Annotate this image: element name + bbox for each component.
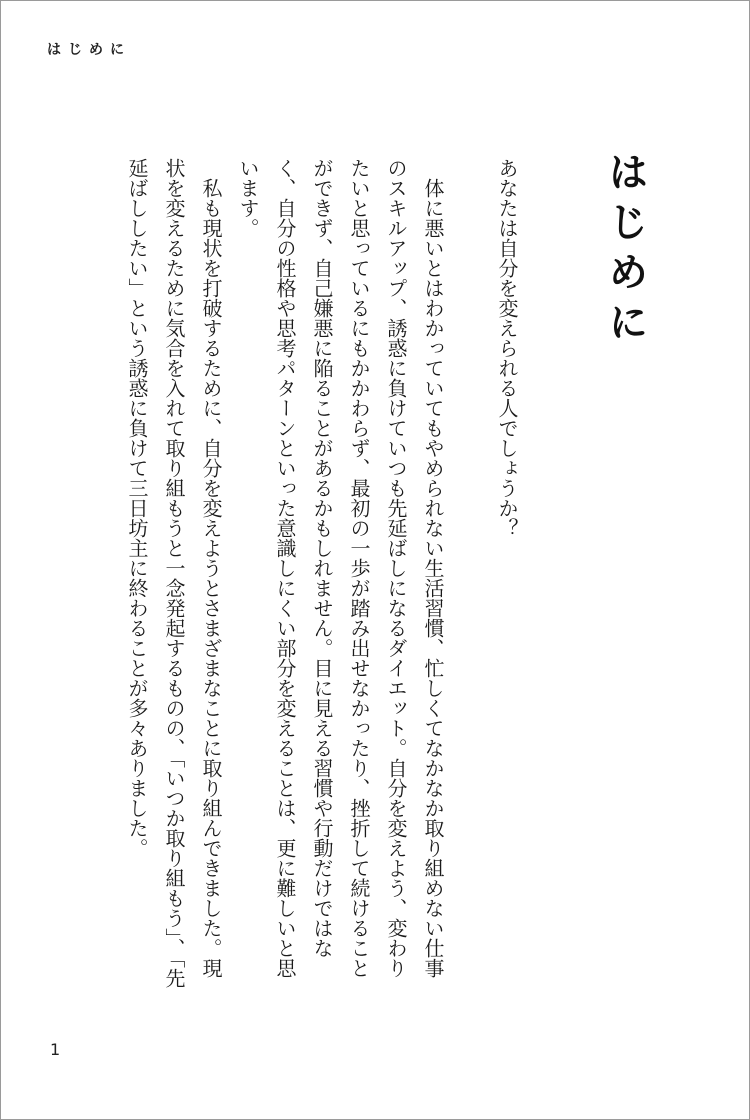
running-head: はじめに [47,42,131,58]
lead-question: あなたは自分を変えられる人でしょうか？ [495,158,519,538]
chapter-title: はじめに [602,151,648,351]
body-text [118,158,525,988]
page-number: 1 [50,1040,61,1059]
paragraph: 体に悪いとはわかっていてもやめられない生活習慣、忙しくてなかなか取り組めない仕事のスキルアップ、誘惑に負けていつも先延ばしになるダイエット。自分を変えよう、変わりたいと思っているにもかかわらず、最初の一歩が踏み出せなかったり、挫折して続けることができず、自己嫌悪に陥ることがあるかもしれません。目に見える習慣や行動だけではなく、自分の性格や思考パターンといった意識しにくい部分を変えることは、更に難しいと思います。 [236,158,445,978]
paragraph: 私も現状を打破するために、自分を変えようとさまざまなことに取り組んできました。現状を変えるために気合を入れて取り組もうと一念発起するものの、「いつか取り組もう」、「先延ばししたい」という誘惑に負けて三日坊主に終わることが多々ありました。 [125,158,223,988]
